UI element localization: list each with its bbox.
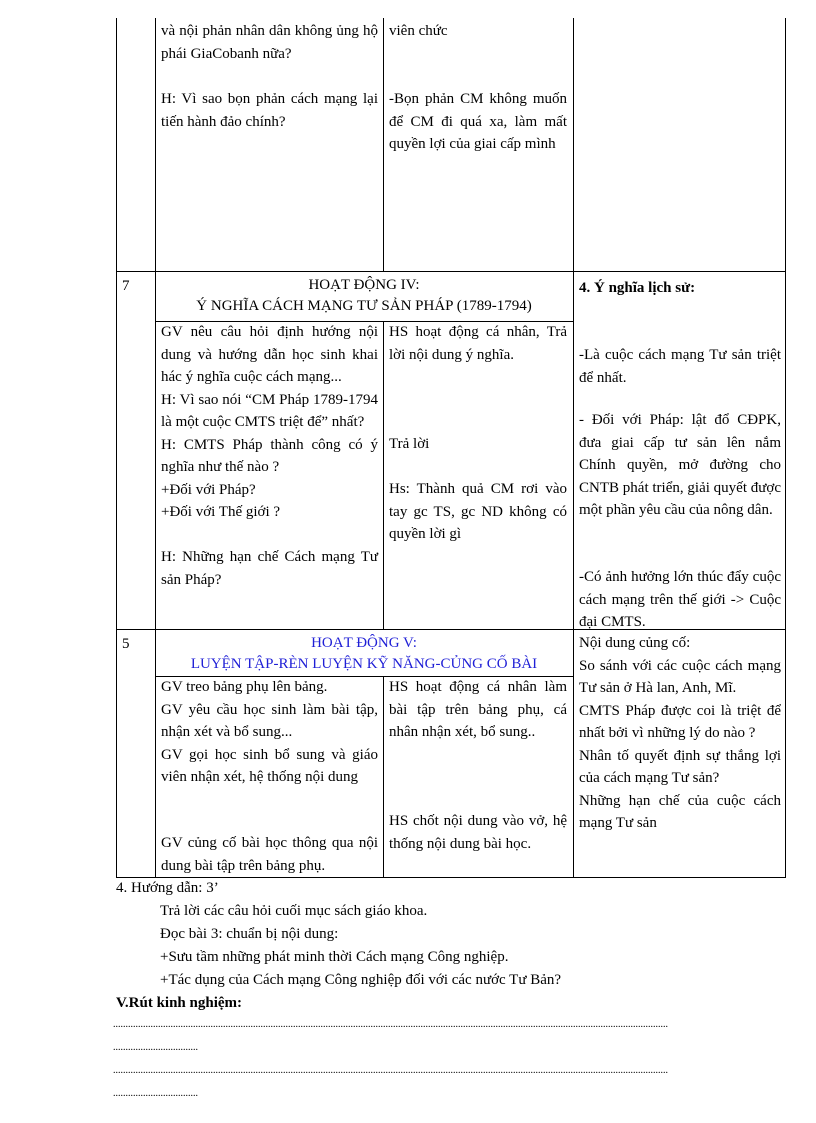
experience-heading: V.Rút kinh nghiệm: — [116, 995, 243, 1011]
time-column-divider — [155, 18, 156, 878]
answer-coup: -Bọn phản CM không muốn để CM đi quá xa, làm mất quyền lợi của giai cấp mình — [389, 91, 567, 152]
a5-student-response-1: HS hoạt động cá nhân làm bài tập trên bảng phụ, cá nhân nhận xét, bổ sung.. — [389, 679, 567, 740]
row-separator-a4 — [116, 271, 786, 272]
a4-title-line2: Ý NGHĨA CÁCH MẠNG TƯ SẢN PHÁP (1789-1794) — [196, 298, 532, 314]
table-border-right — [785, 18, 786, 878]
a5-time: 5 — [122, 636, 130, 652]
a4-teacher-activity: GV nêu câu hỏi định hướng nội dung và hướng dẫn học sinh khai hác ý nghĩa cuộc cách mạng... H: Vì sao nói “CM Pháp 1789-1794 là một cuộc CMTS triệt để” nhất? H: CMTS Pháp thành công có ý nghĩa như thế nào ? +Đối với Pháp? +Đối với Thế giới ? H: Những hạn chế Cách mạng Tư sản Pháp? — [161, 324, 378, 588]
a4-student-response-3: Hs: Thành quả CM rơi vào tay gc TS, gc ND không có quyền lời gì — [389, 481, 567, 542]
experience-dotted-line-2: .................................. — [113, 1042, 198, 1053]
a5-title-line1: HOẠT ĐỘNG V: — [311, 635, 417, 651]
teacher-student-divider-a5 — [383, 676, 384, 878]
experience-dotted-line-3: .............................................................................................................................................................................................................................. — [113, 1065, 668, 1076]
a5-teacher-activity-1: GV treo bảng phụ lên bảng. GV yêu cầu học sinh làm bài tập, nhận xét và bổ sung... GV gọi học sinh bổ sung và giáo viên nhận xét, hệ thống nội dung — [161, 679, 378, 785]
a4-time: 7 — [122, 278, 130, 294]
a4-student-response-1: HS hoạt động cá nhân, Trả lời nội dung ý nghĩa. — [389, 324, 567, 363]
a4-title-line1: HOẠT ĐỘNG IV: — [308, 277, 420, 293]
question-continuation: và nội phản nhân dân không ủng hộ phái GiaCobanh nữa? — [161, 23, 378, 62]
a5-consolidation-content: Nội dung củng cố: So sánh với các cuộc cách mạng Tư sản ở Hà lan, Anh, Mĩ. CMTS Pháp được coi là triệt để nhất bởi vì những lý do nào ? Nhân tố quyết định sự thắng lợi của cách mạng Tư sản? Những hạn chế của cuộc cách mạng Tư sản — [579, 635, 781, 831]
a4-student-response-2: Trả lời — [389, 436, 430, 452]
a5-teacher-activity-2: GV củng cố bài học thông qua nội dung bài tập trên bảng phụ. — [161, 835, 378, 874]
a4-content-heading: 4. Ý nghĩa lịch sử: — [579, 280, 696, 296]
table-border-left — [116, 18, 117, 878]
guidance-line-4: +Tác dụng của Cách mạng Công nghiệp đối với các nước Tư Bản? — [160, 972, 562, 988]
guidance-line-1: Trả lời các câu hỏi cuối mục sách giáo khoa. — [160, 903, 428, 919]
a5-title-line2: LUYỆN TẬP-RÈN LUYỆN KỸ NĂNG-CỦNG CỐ BÀI — [190, 656, 538, 672]
question-coup: H: Vì sao bọn phản cách mạng lại tiến hành đảo chính? — [161, 91, 378, 130]
a4-content-2: - Đối với Pháp: lật đổ CĐPK, đưa giai cấp tư sản lên nắm Chính quyền, mở đường cho CNTB phát triển, giải quyết được một phần yêu cầu của nông dân. — [579, 412, 781, 518]
a5-student-response-2: HS chốt nội dung vào vở, hệ thống nội dung bài học. — [389, 813, 567, 852]
student-content-divider — [573, 18, 574, 878]
answer-continuation: viên chức — [389, 23, 448, 39]
experience-dotted-line-4: .................................. — [113, 1088, 198, 1099]
guidance-line-2: Đọc bài 3: chuẩn bị nội dung: — [160, 926, 339, 942]
a4-content-3: -Có ảnh hưởng lớn thúc đẩy cuộc cách mạng trên thế giới -> Cuộc đại CMTS. — [579, 569, 781, 630]
teacher-student-divider-top — [383, 18, 384, 271]
guidance-heading: 4. Hướng dẫn: 3’ — [116, 880, 219, 896]
experience-dotted-line-1: .............................................................................................................................................................................................................................. — [113, 1019, 668, 1030]
a4-content-1: -Là cuộc cách mạng Tư sản triệt để nhất. — [579, 347, 781, 386]
teacher-student-divider-a4 — [383, 321, 384, 629]
guidance-line-3: +Sưu tầm những phát minh thời Cách mạng Công nghiệp. — [160, 949, 509, 965]
